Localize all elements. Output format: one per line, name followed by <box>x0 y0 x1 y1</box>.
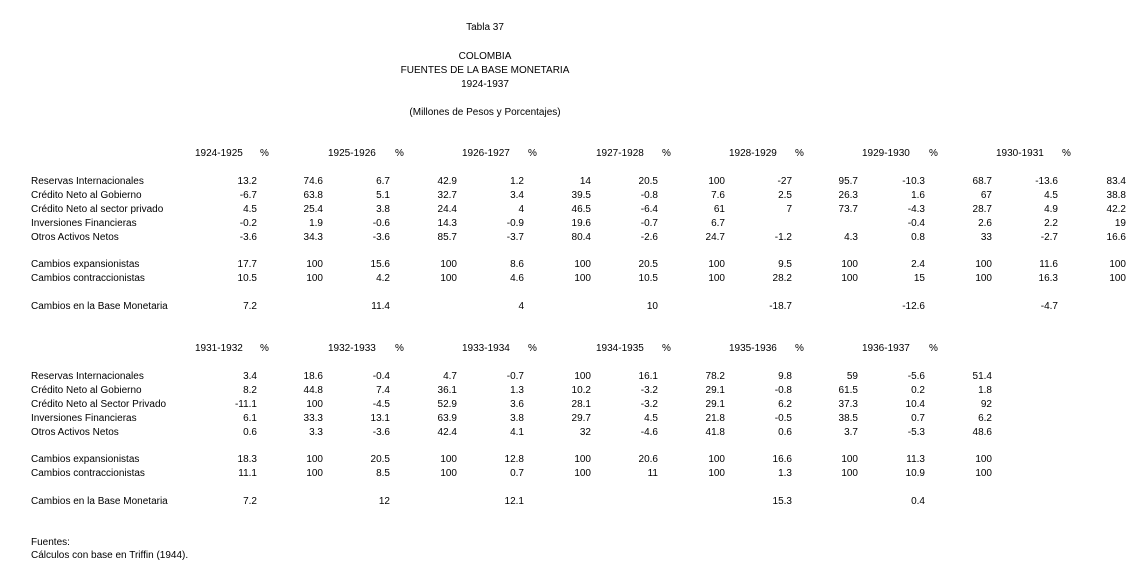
table-cell: 4.5 <box>644 413 658 424</box>
table-cell: 100 <box>440 273 457 284</box>
table-cell: 42.4 <box>437 427 457 438</box>
percent-header: % <box>260 148 269 159</box>
table-cell: 4.7 <box>443 371 457 382</box>
table-cell: 1.8 <box>978 385 992 396</box>
row-label: Cambios contraccionistas <box>31 273 145 284</box>
table-cell: 28.1 <box>571 399 591 410</box>
years-title: 1924-1937 <box>461 79 509 90</box>
row-label: Crédito Neto al sector privado <box>31 204 164 215</box>
table-cell: 100 <box>975 273 992 284</box>
table-cell: -0.7 <box>640 218 658 229</box>
table-cell: 100 <box>306 399 323 410</box>
table-cell: 20.5 <box>638 259 658 270</box>
table-cell: 2.2 <box>1044 218 1058 229</box>
table-cell: 14.3 <box>437 218 457 229</box>
table-cell: 0.8 <box>911 232 925 243</box>
table-cell: -0.4 <box>907 218 925 229</box>
table-cell: 28.2 <box>772 273 792 284</box>
table-cell: 100 <box>1109 259 1126 270</box>
period-header: 1924-1925 <box>195 148 243 159</box>
table-cell: 19.6 <box>571 218 591 229</box>
table-cell: 4.5 <box>1044 190 1058 201</box>
table-cell: 100 <box>841 468 858 479</box>
table-cell: 3.8 <box>376 204 390 215</box>
table-cell: 100 <box>440 259 457 270</box>
period-header: 1935-1936 <box>729 343 777 354</box>
table-cell: -4.5 <box>372 399 390 410</box>
table-cell: 7 <box>786 204 792 215</box>
table-cell: 100 <box>841 259 858 270</box>
table-cell: 100 <box>306 259 323 270</box>
table-cell: 78.2 <box>705 371 725 382</box>
table-cell: 16.6 <box>1106 232 1126 243</box>
table-cell: 100 <box>1109 273 1126 284</box>
table-cell: -0.6 <box>372 218 390 229</box>
table-cell: 2.5 <box>778 190 792 201</box>
row-label: Crédito Neto al Gobierno <box>31 385 142 396</box>
table-cell: -6.4 <box>640 204 658 215</box>
table-cell: 0.6 <box>778 427 792 438</box>
table-cell: 100 <box>708 259 725 270</box>
table-cell: 32.7 <box>437 190 457 201</box>
period-header: 1933-1934 <box>462 343 510 354</box>
table-cell: 3.3 <box>309 427 323 438</box>
table-cell: 51.4 <box>972 371 992 382</box>
percent-header: % <box>929 343 938 354</box>
table-cell: 3.4 <box>510 190 524 201</box>
table-cell: 100 <box>574 454 591 465</box>
base-change-cell: 4 <box>518 301 524 312</box>
table-cell: -6.7 <box>239 190 257 201</box>
table-cell: 10.2 <box>571 385 591 396</box>
row-label: Cambios en la Base Monetaria <box>31 496 168 507</box>
table-cell: 6.2 <box>778 399 792 410</box>
table-cell: 13.1 <box>370 413 390 424</box>
base-change-cell: 12.1 <box>504 496 524 507</box>
table-cell: 34.3 <box>303 232 323 243</box>
row-label: Cambios expansionistas <box>31 259 140 270</box>
table-cell: 1.9 <box>309 218 323 229</box>
base-change-cell: -18.7 <box>769 301 792 312</box>
table-cell: -3.6 <box>372 232 390 243</box>
table-cell: 6.7 <box>376 176 390 187</box>
table-cell: 100 <box>975 259 992 270</box>
table-cell: 83.4 <box>1106 176 1126 187</box>
table-cell: 61.5 <box>838 385 858 396</box>
table-cell: 73.7 <box>838 204 858 215</box>
table-cell: 37.3 <box>838 399 858 410</box>
table-cell: 68.7 <box>972 176 992 187</box>
table-cell: -3.6 <box>239 232 257 243</box>
base-change-cell: 7.2 <box>243 496 257 507</box>
table-cell: 36.1 <box>437 385 457 396</box>
table-cell: 15.6 <box>370 259 390 270</box>
table-cell: 12.8 <box>504 454 524 465</box>
row-label: Cambios en la Base Monetaria <box>31 301 168 312</box>
table-cell: 3.8 <box>510 413 524 424</box>
row-label: Reservas Internacionales <box>31 371 144 382</box>
row-label: Otros Activos Netos <box>31 232 119 243</box>
table-cell: 7.4 <box>376 385 390 396</box>
table-cell: 42.2 <box>1106 204 1126 215</box>
table-cell: 6.2 <box>978 413 992 424</box>
table-cell: 100 <box>708 468 725 479</box>
table-cell: 80.4 <box>571 232 591 243</box>
table-cell: 11 <box>647 468 658 479</box>
period-header: 1928-1929 <box>729 148 777 159</box>
table-cell: 74.6 <box>303 176 323 187</box>
table-cell: 100 <box>440 468 457 479</box>
table-cell: 10.9 <box>905 468 925 479</box>
table-cell: 4 <box>518 204 524 215</box>
subject-title: FUENTES DE LA BASE MONETARIA <box>400 65 570 76</box>
sources-heading: Fuentes: <box>31 537 70 548</box>
table-cell: -0.2 <box>239 218 257 229</box>
table-cell: 100 <box>574 273 591 284</box>
table-cell: -3.2 <box>640 385 658 396</box>
table-cell: 1.3 <box>510 385 524 396</box>
table-cell: 3.4 <box>243 371 257 382</box>
table-cell: 32 <box>579 427 591 438</box>
period-header: 1932-1933 <box>328 343 376 354</box>
table-cell: 10.5 <box>638 273 658 284</box>
table-cell: 46.5 <box>571 204 591 215</box>
table-cell: -3.6 <box>372 427 390 438</box>
table-number: Tabla 37 <box>466 22 504 33</box>
period-header: 1927-1928 <box>596 148 644 159</box>
row-label: Otros Activos Netos <box>31 427 119 438</box>
table-cell: 92 <box>980 399 992 410</box>
sources-text: Cálculos con base en Triffin (1944). <box>31 550 189 561</box>
table-cell: 16.1 <box>638 371 658 382</box>
table-cell: 25.4 <box>303 204 323 215</box>
table-cell: 29.1 <box>705 385 725 396</box>
table-cell: 4.2 <box>376 273 390 284</box>
percent-header: % <box>795 343 804 354</box>
table-cell: 2.4 <box>911 259 925 270</box>
table-cell: 29.1 <box>705 399 725 410</box>
row-label: Inversiones Financieras <box>31 413 137 424</box>
table-cell: 100 <box>708 273 725 284</box>
table-cell: -0.4 <box>372 371 390 382</box>
table-cell: 9.8 <box>778 371 792 382</box>
table-cell: 33 <box>980 232 992 243</box>
table-cell: 26.3 <box>838 190 858 201</box>
period-header: 1934-1935 <box>596 343 644 354</box>
table-cell: -3.2 <box>640 399 658 410</box>
table-cell: 100 <box>440 454 457 465</box>
table-cell: 4.5 <box>243 204 257 215</box>
table-cell: 3.6 <box>510 399 524 410</box>
table-cell: -1.2 <box>774 232 792 243</box>
table-cell: 100 <box>975 454 992 465</box>
table-cell: 61 <box>713 204 725 215</box>
table-cell: 67 <box>980 190 992 201</box>
table-cell: 33.3 <box>303 413 323 424</box>
table-cell: 10.5 <box>237 273 257 284</box>
percent-header: % <box>528 343 537 354</box>
table-cell: 0.2 <box>911 385 925 396</box>
table-cell: -27 <box>777 176 792 187</box>
table-cell: 1.2 <box>510 176 524 187</box>
row-label: Crédito Neto al Gobierno <box>31 190 142 201</box>
table-cell: -11.1 <box>234 399 257 410</box>
table-cell: 100 <box>708 176 725 187</box>
percent-header: % <box>662 148 671 159</box>
row-label: Cambios contraccionistas <box>31 468 145 479</box>
table-cell: 38.8 <box>1106 190 1126 201</box>
table-cell: 17.7 <box>237 259 257 270</box>
table-cell: 15 <box>913 273 925 284</box>
units-note: (Millones de Pesos y Porcentajes) <box>409 107 561 118</box>
table-cell: 16.6 <box>772 454 792 465</box>
table-cell: 6.1 <box>243 413 257 424</box>
table-cell: -0.7 <box>506 371 524 382</box>
country-title: COLOMBIA <box>458 51 512 62</box>
table-cell: 42.9 <box>437 176 457 187</box>
period-header: 1926-1927 <box>462 148 510 159</box>
table-cell: 4.3 <box>844 232 858 243</box>
table-cell: 8.6 <box>510 259 524 270</box>
table-cell: -10.3 <box>902 176 925 187</box>
table-cell: 100 <box>841 454 858 465</box>
table-cell: -4.3 <box>907 204 925 215</box>
table-cell: 14 <box>579 176 591 187</box>
table-cell: 41.8 <box>705 427 725 438</box>
table-cell: -2.7 <box>1040 232 1058 243</box>
table-cell: 3.7 <box>844 427 858 438</box>
table-cell: 18.6 <box>303 371 323 382</box>
row-label: Cambios expansionistas <box>31 454 140 465</box>
period-header: 1929-1930 <box>862 148 910 159</box>
table-cell: 11.3 <box>906 454 925 465</box>
table-cell: 100 <box>306 468 323 479</box>
period-header: 1936-1937 <box>862 343 910 354</box>
base-change-cell: -12.6 <box>902 301 925 312</box>
base-change-cell: 11.4 <box>371 301 390 312</box>
base-change-cell: 10 <box>646 301 658 312</box>
table-cell: 13.2 <box>237 176 257 187</box>
table-cell: 100 <box>306 273 323 284</box>
table-cell: 6.7 <box>711 218 725 229</box>
table-cell: 8.5 <box>376 468 390 479</box>
table-cell: 0.7 <box>911 413 925 424</box>
percent-header: % <box>929 148 938 159</box>
table-cell: 100 <box>574 371 591 382</box>
base-change-cell: 12 <box>378 496 390 507</box>
table-cell: 100 <box>574 259 591 270</box>
table-cell: 8.2 <box>243 385 257 396</box>
base-change-cell: -4.7 <box>1040 301 1058 312</box>
row-label: Crédito Neto al Sector Privado <box>31 399 167 410</box>
table-cell: -5.6 <box>907 371 925 382</box>
percent-header: % <box>528 148 537 159</box>
table-cell: 44.8 <box>303 385 323 396</box>
table-cell: 18.3 <box>237 454 257 465</box>
table-cell: 48.6 <box>972 427 992 438</box>
table-cell: 20.5 <box>638 176 658 187</box>
table-cell: 11.1 <box>238 468 257 479</box>
percent-header: % <box>662 343 671 354</box>
base-change-cell: 7.2 <box>243 301 257 312</box>
table-cell: 38.5 <box>838 413 858 424</box>
table-cell: 7.6 <box>711 190 725 201</box>
period-header: 1925-1926 <box>328 148 376 159</box>
table-cell: 95.7 <box>838 176 858 187</box>
row-label: Inversiones Financieras <box>31 218 137 229</box>
table-cell: 4.6 <box>510 273 524 284</box>
table-cell: 52.9 <box>437 399 457 410</box>
table-cell: 29.7 <box>571 413 591 424</box>
table-cell: -2.6 <box>640 232 658 243</box>
table-cell: 19 <box>1114 218 1126 229</box>
table-cell: -13.6 <box>1035 176 1058 187</box>
table-cell: 20.5 <box>370 454 390 465</box>
table-cell: 63.8 <box>303 190 323 201</box>
row-label: Reservas Internacionales <box>31 176 144 187</box>
base-change-cell: 0.4 <box>911 496 925 507</box>
table-cell: 63.9 <box>437 413 457 424</box>
percent-header: % <box>1062 148 1071 159</box>
table-cell: 2.6 <box>978 218 992 229</box>
table-cell: 24.7 <box>705 232 725 243</box>
table-cell: -0.9 <box>506 218 524 229</box>
table-cell: 24.4 <box>437 204 457 215</box>
base-change-cell: 15.3 <box>772 496 792 507</box>
table-cell: 9.5 <box>778 259 792 270</box>
table-cell: 20.6 <box>638 454 658 465</box>
percent-header: % <box>395 343 404 354</box>
table-cell: -4.6 <box>640 427 658 438</box>
table-cell: -0.5 <box>774 413 792 424</box>
table-cell: 0.7 <box>510 468 524 479</box>
table-cell: 21.8 <box>705 413 725 424</box>
table-cell: 100 <box>306 454 323 465</box>
table-cell: -5.3 <box>907 427 925 438</box>
table-cell: 100 <box>841 273 858 284</box>
table-cell: 100 <box>708 454 725 465</box>
period-header: 1931-1932 <box>195 343 243 354</box>
table-cell: 1.3 <box>778 468 792 479</box>
table-cell: 59 <box>846 371 858 382</box>
table-cell: 85.7 <box>437 232 457 243</box>
period-header: 1930-1931 <box>996 148 1044 159</box>
table-cell: 100 <box>574 468 591 479</box>
table-cell: 5.1 <box>376 190 390 201</box>
percent-header: % <box>795 148 804 159</box>
percent-header: % <box>260 343 269 354</box>
table-cell: 28.7 <box>972 204 992 215</box>
table-cell: 100 <box>975 468 992 479</box>
table-cell: -3.7 <box>506 232 524 243</box>
percent-header: % <box>395 148 404 159</box>
table-cell: 16.3 <box>1038 273 1058 284</box>
table-cell: 0.6 <box>243 427 257 438</box>
table-cell: 1.6 <box>911 190 925 201</box>
table-cell: 4.1 <box>510 427 524 438</box>
table-cell: 11.6 <box>1039 259 1058 270</box>
table-cell: 10.4 <box>905 399 925 410</box>
table-cell: -0.8 <box>774 385 792 396</box>
table-cell: 4.9 <box>1044 204 1058 215</box>
table-cell: 39.5 <box>571 190 591 201</box>
table-cell: -0.8 <box>640 190 658 201</box>
